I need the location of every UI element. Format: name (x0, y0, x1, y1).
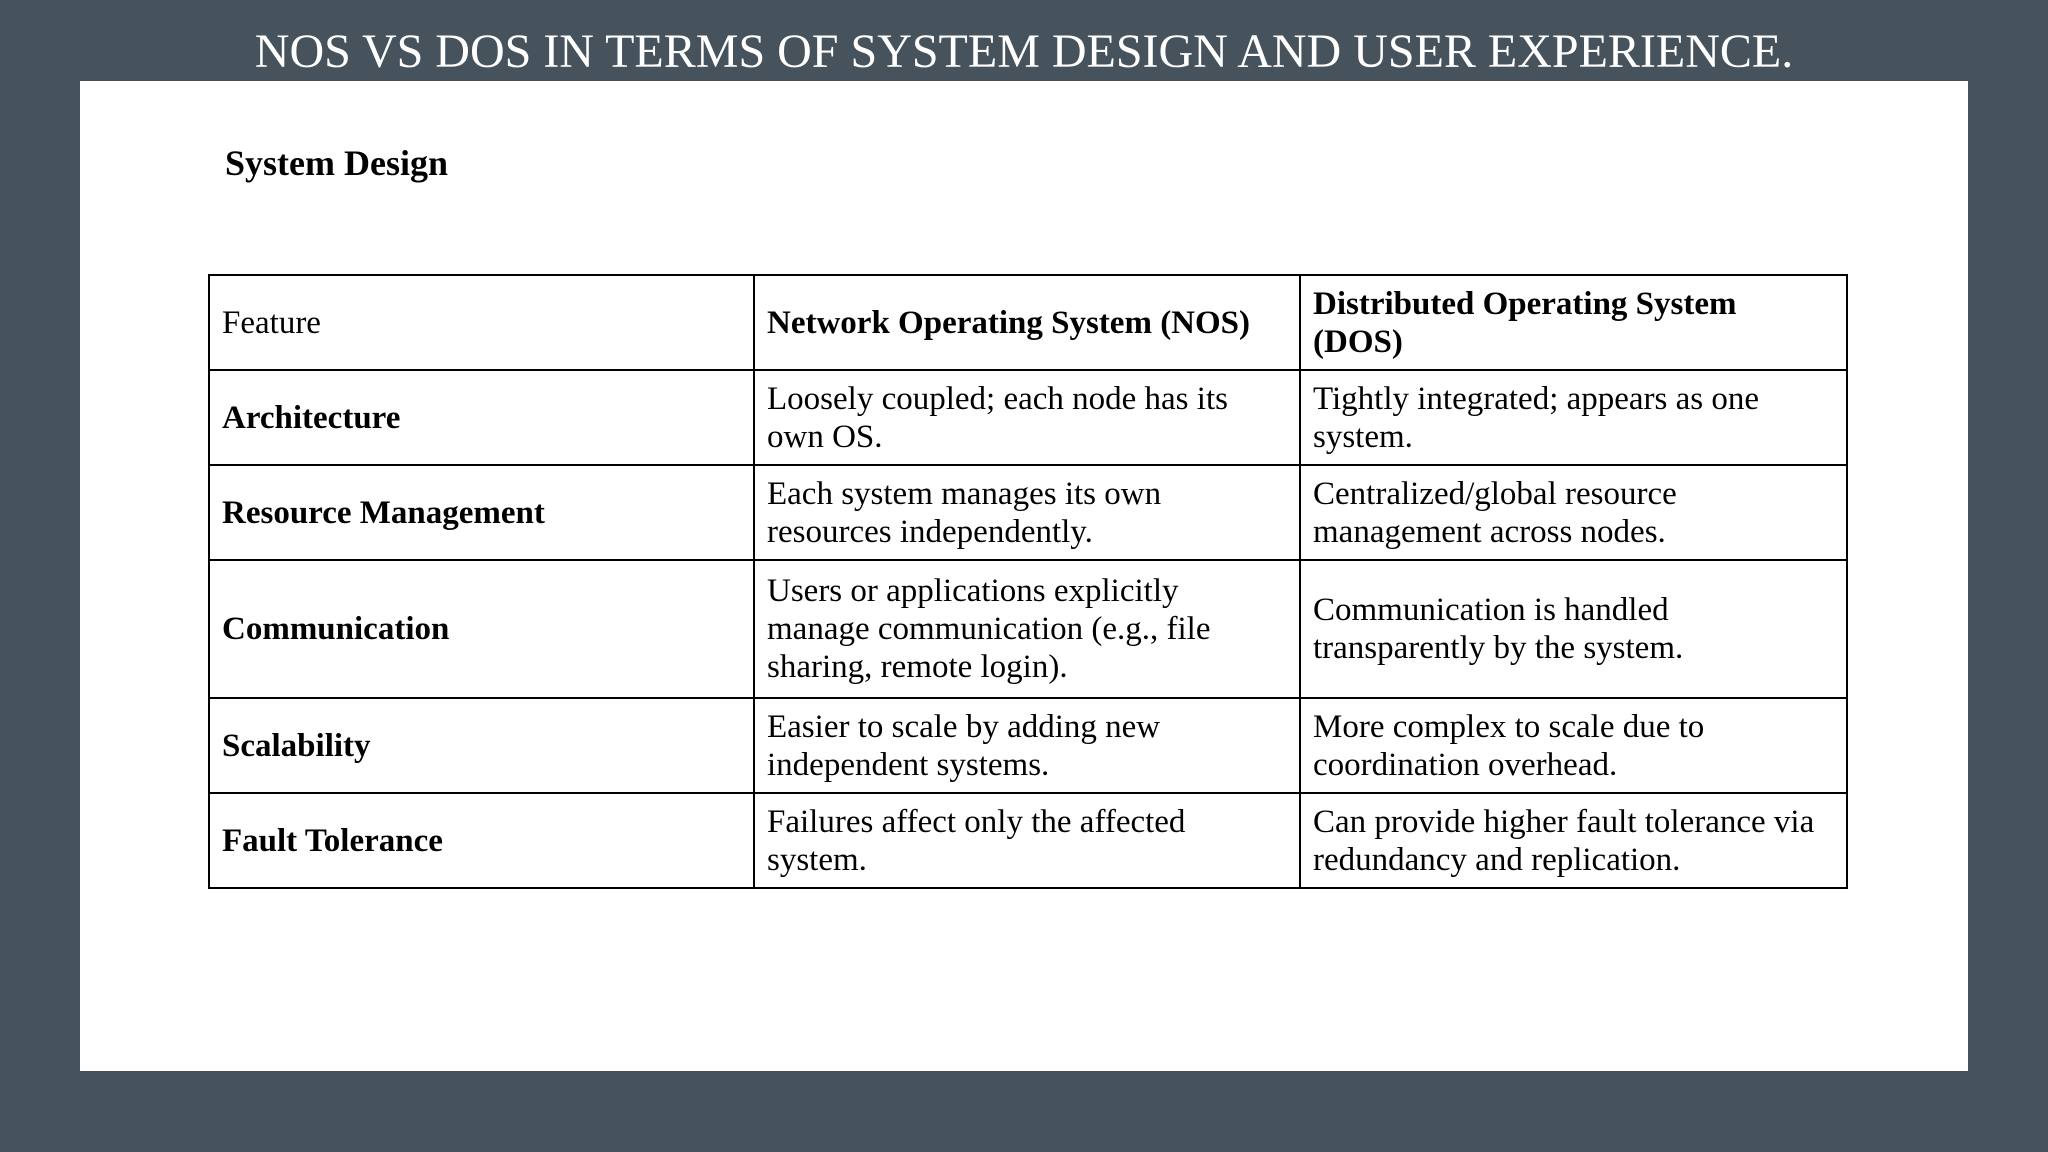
comparison-table (208, 274, 1848, 889)
header-dos: Distributed Operating System (DOS) (1300, 275, 1847, 370)
feature-cell: Architecture (209, 370, 754, 465)
table-header-row (209, 275, 1847, 370)
header-nos: Network Operating System (NOS) (754, 275, 1300, 370)
dos-cell: Communication is handled transparently by the system. (1300, 560, 1847, 698)
feature-cell: Resource Management (209, 465, 754, 560)
dos-cell: Can provide higher fault tolerance via redundancy and replication. (1300, 793, 1847, 888)
dos-cell: Tightly integrated; appears as one system. (1300, 370, 1847, 465)
header-feature: Feature (209, 275, 754, 370)
table-row (209, 698, 1847, 793)
table-row (209, 793, 1847, 888)
nos-cell: Each system manages its own resources independently. (754, 465, 1300, 560)
section-heading: System Design (225, 143, 448, 183)
dos-cell: Centralized/global resource management across nodes. (1300, 465, 1847, 560)
table-row (209, 465, 1847, 560)
nos-cell: Failures affect only the affected system. (754, 793, 1300, 888)
dos-cell: More complex to scale due to coordination overhead. (1300, 698, 1847, 793)
content-panel (80, 81, 1968, 1071)
nos-cell: Easier to scale by adding new independent systems. (754, 698, 1300, 793)
feature-cell: Scalability (209, 698, 754, 793)
table-row (209, 560, 1847, 698)
nos-cell: Loosely coupled; each node has its own OS. (754, 370, 1300, 465)
feature-cell: Communication (209, 560, 754, 698)
feature-cell: Fault Tolerance (209, 793, 754, 888)
nos-cell: Users or applications explicitly manage communication (e.g., file sharing, remote login). (754, 560, 1300, 698)
table-row (209, 370, 1847, 465)
slide-title: NOS VS DOS IN TERMS OF SYSTEM DESIGN AND USER EXPERIENCE. (254, 25, 1794, 78)
